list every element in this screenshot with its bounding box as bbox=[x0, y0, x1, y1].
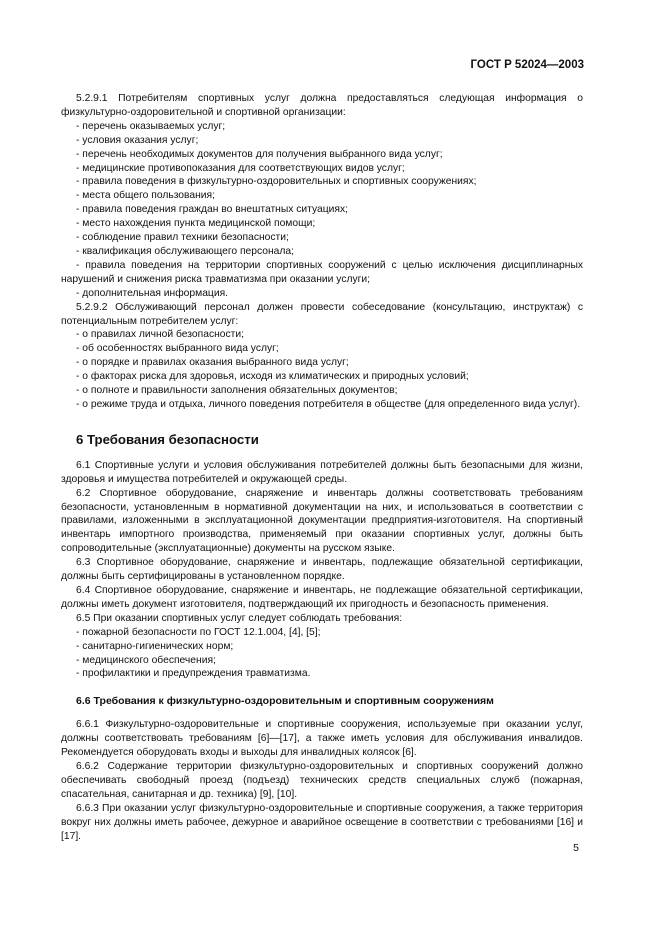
list-item: - о правилах личной безопасности; bbox=[76, 329, 244, 341]
list-item: - квалификация обслуживающего персонала; bbox=[76, 245, 295, 257]
list-item: - места общего пользования; bbox=[76, 190, 215, 202]
paragraph-6-3: 6.3 Спортивное оборудование, снаряжение и инвентарь, подлежащие обязательной сертификации, должны быть сертифицированы в установленном порядке. bbox=[61, 557, 583, 583]
list-item: - место нахождения пункта медицинской помощи; bbox=[76, 218, 316, 230]
list-item: - соблюдение правил техники безопасности; bbox=[76, 232, 289, 244]
list-5-2-9-2 bbox=[61, 328, 583, 411]
paragraph-5-2-9-2: 5.2.9.2 Обслуживающий персонал должен провести собеседование (консультацию, инструктаж) с потенциальным потребителем услуг: bbox=[61, 301, 583, 327]
list-item: - условия оказания услуг; bbox=[76, 134, 199, 146]
section-6-6-heading: 6.6 Требования к физкультурно-оздоровительным и спортивным сооружениям bbox=[76, 695, 494, 708]
list-item: - о факторах риска для здоровья, исходя из климатических и природных условий; bbox=[76, 371, 469, 383]
list-item: - правила поведения на территории спортивных сооружений с целью исключения дисциплинарных нарушений и снижения риска травматизма при оказании услуги; bbox=[61, 259, 583, 285]
list-item: - перечень необходимых документов для получения выбранного вида услуг; bbox=[76, 148, 443, 160]
list-item: - санитарно-гигиенических норм; bbox=[76, 640, 234, 652]
paragraph-6-2: 6.2 Спортивное оборудование, снаряжение и инвентарь должны соответствовать требованиям безопасности, установленным в нормативной документации на них, и использоваться в соответствии с правилами, изложенными в эксплуатационной документации предприятия-изготовителя. На спортивный инвентарь импортного производства, применяемый при оказании спортивных услуг, должны быть сопроводительные (эксплуатационные) документы на русском языке. bbox=[61, 487, 583, 555]
list-6-5 bbox=[61, 626, 583, 682]
paragraph-6-5: 6.5 При оказании спортивных услуг следует соблюдать требования: bbox=[76, 612, 403, 624]
list-item: - о полноте и правильности заполнения обязательных документов; bbox=[76, 385, 398, 397]
list-5-2-9-1 bbox=[61, 120, 583, 301]
list-item: - медицинского обеспечения; bbox=[76, 654, 216, 666]
list-item: - перечень оказываемых услуг; bbox=[76, 120, 226, 132]
list-item: - об особенностях выбранного вида услуг; bbox=[76, 343, 279, 355]
paragraph-6-6-1: 6.6.1 Физкультурно-оздоровительные и спортивные сооружения, используемые при оказании услуг, должны соответствовать требованиям [6]—[17], а также иметь условия для обслуживания инвалидов. Рекомендуется оборудовать входы и выходы для инвалидных колясок [6]. bbox=[61, 719, 583, 759]
list-item: - пожарной безопасности по ГОСТ 12.1.004, [4], [5]; bbox=[76, 626, 321, 638]
list-item: - о режиме труда и отдыха, личного поведения потребителя в обществе (для определенного вида услуг). bbox=[76, 398, 581, 410]
list-item: - правила поведения граждан во внештатных ситуациях; bbox=[76, 204, 349, 216]
paragraph-5-2-9-1: 5.2.9.1 Потребителям спортивных услуг должна предоставляться следующая информация о физкультурно-оздоровительной и спортивной организации: bbox=[61, 93, 583, 118]
document-body bbox=[61, 92, 583, 844]
paragraph-6-4: 6.4 Спортивное оборудование, снаряжение и инвентарь, не подлежащие обязательной сертификации, должны иметь документ изготовителя, подтверждающий их пригодность и безопасность применения. bbox=[61, 585, 583, 610]
document-header-id: ГОСТ Р 52024—2003 bbox=[470, 59, 584, 71]
list-item: - профилактики и предупреждения травматизма. bbox=[76, 668, 311, 680]
list-item: - о порядке и правилах оказания выбранного вида услуг; bbox=[76, 357, 349, 369]
list-item: - правила поведения в физкультурно-оздоровительных и спортивных сооружениях; bbox=[76, 176, 477, 188]
list-item: - дополнительная информация. bbox=[76, 287, 229, 299]
page-number: 5 bbox=[573, 842, 579, 854]
section-6-heading: 6 Требования безопасности bbox=[76, 431, 259, 447]
paragraph-6-6-3: 6.6.3 При оказании услуг физкультурно-оздоровительные и спортивные сооружения, а также территория вокруг них должны иметь рабочее, дежурное и аварийное освещение в соответствии с требованиями [16] и [17]. bbox=[61, 802, 583, 842]
paragraph-6-6-2: 6.6.2 Содержание территории физкультурно-оздоровительных и спортивных сооружений должно обеспечивать свободный проезд (подъезд) технических средств специальных служб (пожарная, спасательная, санитарная и др. техника) [9], [10]. bbox=[61, 761, 583, 800]
list-item: - медицинские противопоказания для соответствующих видов услуг; bbox=[76, 162, 405, 174]
paragraph-6-1: 6.1 Спортивные услуги и условия обслуживания потребителей должны быть безопасными для жизни, здоровья и имущества потребителей и окружающей среды. bbox=[61, 459, 583, 485]
